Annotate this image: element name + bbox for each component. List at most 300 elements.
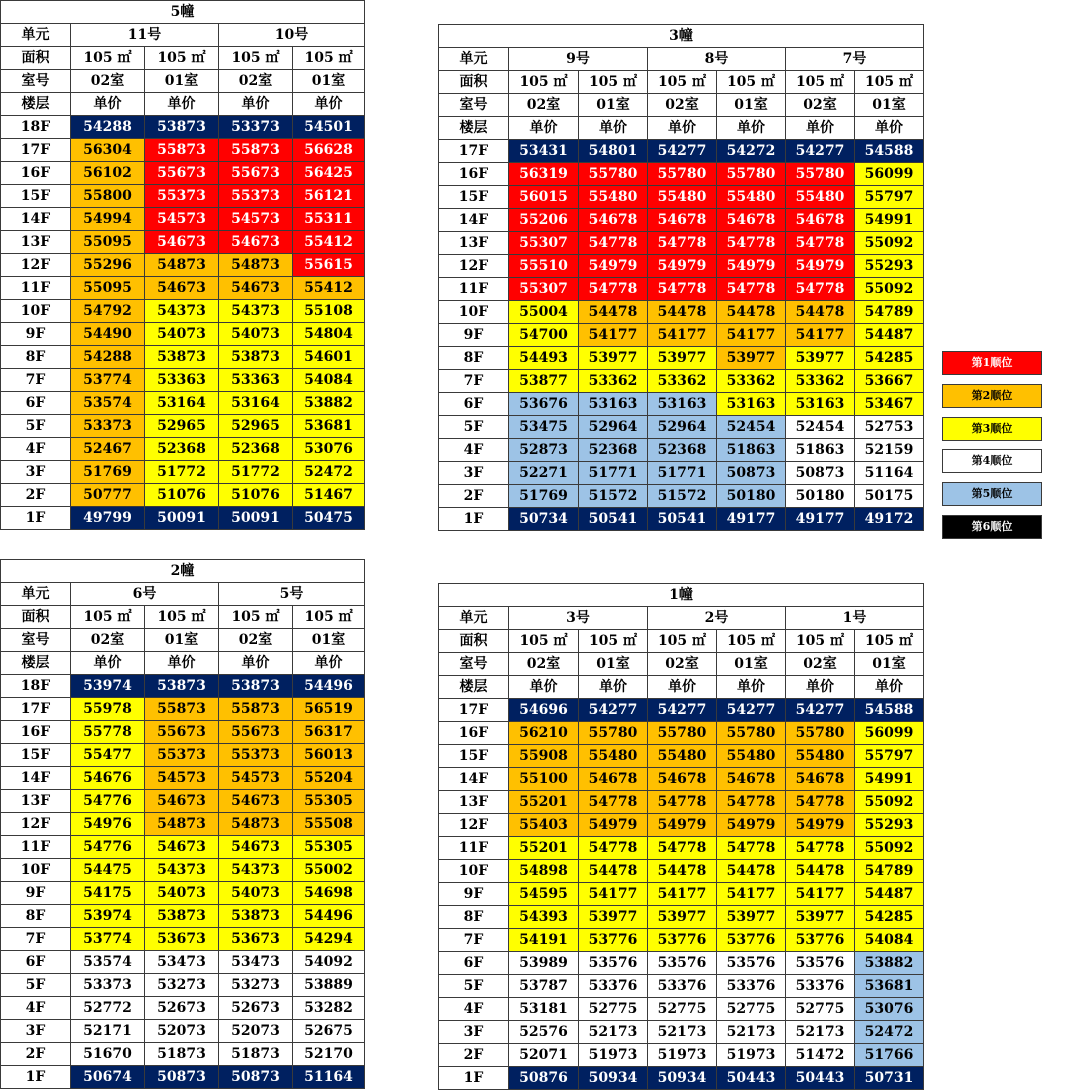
price-cell: 54778 [786,278,855,301]
price-cell: 54778 [579,232,648,255]
floor-label: 2F [1,1043,71,1066]
price-cell: 53431 [509,140,579,163]
room-cell: 01室 [717,94,786,117]
floor-row [1,744,365,767]
price-cell: 54792 [71,300,145,323]
price-cell: 49177 [786,508,855,531]
area-cell: 105 ㎡ [648,630,717,653]
price-cell: 54778 [579,278,648,301]
area-cell: 105 ㎡ [145,606,219,629]
price-cell: 54177 [579,883,648,906]
price-cell: 55780 [579,722,648,745]
price-cell: 51973 [648,1044,717,1067]
price-header: 单价 [145,93,219,116]
price-cell: 55480 [579,186,648,209]
building-title-row [439,25,924,48]
floor-row [439,186,924,209]
price-cell: 53164 [145,392,219,415]
floor-row [1,767,365,790]
unit-row [439,607,924,630]
room-cell: 02室 [71,70,145,93]
floor-header-row [1,652,365,675]
price-cell: 52368 [219,438,293,461]
price-cell: 55296 [71,254,145,277]
price-cell: 55100 [509,768,579,791]
row-label-floor: 楼层 [1,93,71,116]
row-label-floor: 楼层 [1,652,71,675]
floor-label: 9F [439,883,509,906]
price-cell: 54778 [786,837,855,860]
room-cell: 02室 [509,653,579,676]
price-cell: 54493 [509,347,579,370]
price-cell: 54778 [717,791,786,814]
price-cell: 54478 [717,860,786,883]
price-cell: 54496 [293,675,365,698]
price-cell: 53977 [579,906,648,929]
area-row [1,606,365,629]
room-row [1,70,365,93]
price-cell: 54789 [855,301,924,324]
price-cell: 52454 [717,416,786,439]
price-cell: 51572 [648,485,717,508]
price-cell: 55480 [717,186,786,209]
price-header: 单价 [293,652,365,675]
unit-header: 9号 [509,48,648,71]
price-cell: 54678 [717,209,786,232]
room-cell: 01室 [855,653,924,676]
floor-label: 5F [1,974,71,997]
floor-row [1,185,365,208]
room-cell: 01室 [579,94,648,117]
price-cell: 54288 [71,116,145,139]
floor-row [1,346,365,369]
price-cell: 54976 [71,813,145,836]
price-cell: 54475 [71,859,145,882]
floor-label: 3F [1,461,71,484]
price-cell: 51973 [717,1044,786,1067]
price-header: 单价 [71,652,145,675]
price-cell: 52073 [145,1020,219,1043]
floor-row [439,952,924,975]
price-cell: 54177 [786,324,855,347]
price-cell: 50777 [71,484,145,507]
price-cell: 54573 [145,208,219,231]
price-cell: 53363 [145,369,219,392]
price-header: 单价 [855,676,924,699]
floor-label: 8F [439,347,509,370]
price-cell: 54277 [648,140,717,163]
area-cell: 105 ㎡ [219,47,293,70]
floor-row [439,370,924,393]
price-cell: 55778 [71,721,145,744]
price-cell: 52775 [717,998,786,1021]
floor-row [439,324,924,347]
unit-header: 7号 [786,48,924,71]
floor-label: 5F [439,975,509,998]
price-cell: 53873 [145,905,219,928]
price-cell: 54478 [579,860,648,883]
floor-row [439,508,924,531]
price-cell: 52673 [219,997,293,1020]
price-cell: 51164 [293,1066,365,1089]
price-cell: 53163 [579,393,648,416]
price-cell: 55673 [145,162,219,185]
price-cell: 54678 [717,768,786,791]
floor-label: 14F [439,209,509,232]
price-cell: 53273 [219,974,293,997]
price-cell: 54873 [145,254,219,277]
price-cell: 54776 [71,790,145,813]
price-cell: 54778 [717,232,786,255]
price-cell: 56013 [293,744,365,767]
price-cell: 54277 [786,140,855,163]
price-cell: 49172 [855,508,924,531]
price-cell: 52964 [648,416,717,439]
floor-label: 4F [1,997,71,1020]
price-cell: 54073 [219,882,293,905]
building-table-3 [438,24,924,531]
area-cell: 105 ㎡ [71,606,145,629]
floor-label: 7F [1,369,71,392]
price-cell: 54673 [145,277,219,300]
price-cell: 55305 [293,790,365,813]
price-cell: 50873 [145,1066,219,1089]
floor-row [439,416,924,439]
row-label-floor: 楼层 [439,676,509,699]
price-cell: 54175 [71,882,145,905]
price-cell: 54789 [855,860,924,883]
floor-row [439,485,924,508]
price-cell: 55873 [145,139,219,162]
price-cell: 55206 [509,209,579,232]
price-cell: 52071 [509,1044,579,1067]
price-header: 单价 [579,117,648,140]
price-cell: 53362 [579,370,648,393]
price-cell: 55780 [579,163,648,186]
price-cell: 52964 [579,416,648,439]
floor-label: 3F [439,1021,509,1044]
price-cell: 55797 [855,745,924,768]
price-cell: 50180 [786,485,855,508]
floor-label: 13F [439,232,509,255]
price-cell: 54778 [786,232,855,255]
price-cell: 54778 [648,232,717,255]
price-cell: 55480 [648,186,717,209]
price-cell: 54979 [717,814,786,837]
room-cell: 01室 [145,70,219,93]
row-label-area: 面积 [1,606,71,629]
floor-row [439,140,924,163]
price-cell: 55204 [293,767,365,790]
price-cell: 55477 [71,744,145,767]
price-cell: 53989 [509,952,579,975]
unit-row [1,583,365,606]
price-cell: 52368 [579,439,648,462]
price-cell: 52159 [855,439,924,462]
price-cell: 52576 [509,1021,579,1044]
price-cell: 56519 [293,698,365,721]
floor-row [1,507,365,530]
price-cell: 55201 [509,837,579,860]
price-cell: 51076 [145,484,219,507]
area-cell: 105 ㎡ [71,47,145,70]
price-cell: 56425 [293,162,365,185]
floor-label: 10F [439,860,509,883]
price-cell: 54778 [717,278,786,301]
price-cell: 54778 [786,791,855,814]
price-header: 单价 [293,93,365,116]
price-header: 单价 [71,93,145,116]
price-cell: 55800 [71,185,145,208]
floor-label: 11F [439,278,509,301]
unit-header: 5号 [219,583,365,606]
floor-row [439,209,924,232]
legend-item-priority-6: 第6顺位 [942,515,1042,539]
price-cell: 51873 [145,1043,219,1066]
price-cell: 53282 [293,997,365,1020]
floor-row [1,951,365,974]
price-cell: 53873 [219,675,293,698]
price-cell: 53376 [648,975,717,998]
price-cell: 55873 [219,139,293,162]
price-cell: 54673 [219,277,293,300]
price-cell: 50091 [219,507,293,530]
price-cell: 52368 [648,439,717,462]
floor-label: 10F [439,301,509,324]
price-cell: 50876 [509,1067,579,1090]
floor-row [439,814,924,837]
area-cell: 105 ㎡ [717,71,786,94]
floor-label: 10F [1,300,71,323]
price-cell: 53373 [71,974,145,997]
floor-row [439,998,924,1021]
row-label-unit: 单元 [439,48,509,71]
floor-row [1,813,365,836]
price-cell: 54277 [579,699,648,722]
price-cell: 55780 [648,722,717,745]
price-cell: 52368 [145,438,219,461]
floor-label: 3F [439,462,509,485]
floor-label: 8F [439,906,509,929]
floor-row [1,790,365,813]
price-cell: 54676 [71,767,145,790]
price-cell: 53787 [509,975,579,998]
price-cell: 53475 [509,416,579,439]
price-cell: 54778 [648,791,717,814]
price-cell: 54478 [786,301,855,324]
price-cell: 55373 [219,744,293,767]
floor-label: 18F [1,116,71,139]
price-cell: 55373 [145,185,219,208]
price-cell: 51772 [219,461,293,484]
price-cell: 53574 [71,951,145,974]
price-cell: 54285 [855,906,924,929]
price-cell: 54595 [509,883,579,906]
price-cell: 55305 [293,836,365,859]
price-cell: 55508 [293,813,365,836]
price-header: 单价 [219,652,293,675]
floor-row [1,836,365,859]
floor-row [439,278,924,301]
price-cell: 54778 [648,837,717,860]
price-cell: 56102 [71,162,145,185]
price-cell: 53181 [509,998,579,1021]
price-cell: 53376 [579,975,648,998]
price-cell: 53673 [145,928,219,951]
price-cell: 54191 [509,929,579,952]
floor-row [439,883,924,906]
room-cell: 01室 [293,629,365,652]
price-cell: 50873 [717,462,786,485]
price-cell: 54478 [648,301,717,324]
price-cell: 53889 [293,974,365,997]
price-cell: 51873 [219,1043,293,1066]
price-cell: 55480 [717,745,786,768]
floor-label: 7F [439,370,509,393]
price-cell: 52170 [293,1043,365,1066]
price-cell: 54778 [579,791,648,814]
price-cell: 54778 [717,837,786,860]
floor-label: 11F [439,837,509,860]
floor-label: 15F [1,185,71,208]
price-cell: 53681 [855,975,924,998]
floor-label: 16F [439,722,509,745]
floor-label: 9F [439,324,509,347]
price-cell: 54288 [71,346,145,369]
floor-label: 4F [1,438,71,461]
price-cell: 54979 [648,814,717,837]
price-cell: 54496 [293,905,365,928]
price-cell: 51076 [219,484,293,507]
price-cell: 56319 [509,163,579,186]
price-cell: 55108 [293,300,365,323]
price-cell: 49177 [717,508,786,531]
price-cell: 51769 [509,485,579,508]
price-cell: 51572 [579,485,648,508]
floor-label: 12F [439,814,509,837]
price-cell: 55373 [219,185,293,208]
price-cell: 55201 [509,791,579,814]
room-cell: 02室 [648,653,717,676]
row-label-room: 室号 [439,94,509,117]
price-cell: 54478 [717,301,786,324]
floor-label: 14F [1,208,71,231]
floor-row [1,675,365,698]
price-cell: 54487 [855,324,924,347]
price-cell: 55092 [855,837,924,860]
price-cell: 53873 [145,346,219,369]
price-cell: 54778 [648,278,717,301]
price-cell: 53576 [579,952,648,975]
price-cell: 53873 [145,675,219,698]
room-row [1,629,365,652]
area-cell: 105 ㎡ [786,71,855,94]
row-label-floor: 楼层 [439,117,509,140]
floor-label: 4F [439,439,509,462]
price-cell: 53667 [855,370,924,393]
price-cell: 54873 [219,254,293,277]
price-cell: 54177 [579,324,648,347]
floor-row [1,392,365,415]
price-cell: 54285 [855,347,924,370]
floor-row [439,301,924,324]
price-cell: 54573 [219,767,293,790]
floor-row [439,745,924,768]
price-cell: 51766 [855,1044,924,1067]
floor-label: 16F [1,721,71,744]
price-cell: 53362 [648,370,717,393]
price-cell: 53882 [855,952,924,975]
floor-row [439,439,924,462]
price-cell: 54478 [648,860,717,883]
room-cell: 02室 [219,70,293,93]
price-header: 单价 [579,676,648,699]
price-cell: 55092 [855,232,924,255]
price-cell: 51973 [579,1044,648,1067]
price-cell: 54873 [145,813,219,836]
price-cell: 54979 [786,814,855,837]
floor-label: 5F [439,416,509,439]
floor-label: 1F [439,508,509,531]
price-cell: 54573 [219,208,293,231]
room-cell: 02室 [786,653,855,676]
floor-label: 12F [439,255,509,278]
floor-row [439,860,924,883]
price-cell: 50175 [855,485,924,508]
price-header: 单价 [717,117,786,140]
area-cell: 105 ㎡ [293,606,365,629]
floor-row [1,928,365,951]
area-cell: 105 ㎡ [786,630,855,653]
price-cell: 52775 [648,998,717,1021]
unit-row [439,48,924,71]
price-cell: 55403 [509,814,579,837]
price-cell: 54373 [145,300,219,323]
floor-row [1,369,365,392]
floor-row [1,1066,365,1089]
price-cell: 55095 [71,231,145,254]
unit-header: 10号 [219,24,365,47]
floor-label: 18F [1,675,71,698]
price-header: 单价 [219,93,293,116]
floor-header-row [439,117,924,140]
building-title: 1幢 [439,584,924,607]
price-cell: 56210 [509,722,579,745]
floor-label: 14F [439,768,509,791]
unit-header: 8号 [648,48,786,71]
price-cell: 52173 [579,1021,648,1044]
floor-label: 12F [1,254,71,277]
price-cell: 52753 [855,416,924,439]
price-cell: 50180 [717,485,786,508]
legend-item-priority-1: 第1顺位 [942,351,1042,375]
price-cell: 51863 [786,439,855,462]
legend-item-priority-5: 第5顺位 [942,482,1042,506]
unit-header: 11号 [71,24,219,47]
building-title: 5幢 [1,1,365,24]
price-cell: 53076 [855,998,924,1021]
price-cell: 55307 [509,232,579,255]
price-cell: 54979 [579,255,648,278]
price-cell: 53576 [648,952,717,975]
price-cell: 53974 [71,905,145,928]
price-cell: 51467 [293,484,365,507]
floor-label: 6F [1,951,71,974]
floor-label: 15F [439,745,509,768]
floor-row [1,116,365,139]
price-cell: 54698 [293,882,365,905]
floor-label: 16F [439,163,509,186]
